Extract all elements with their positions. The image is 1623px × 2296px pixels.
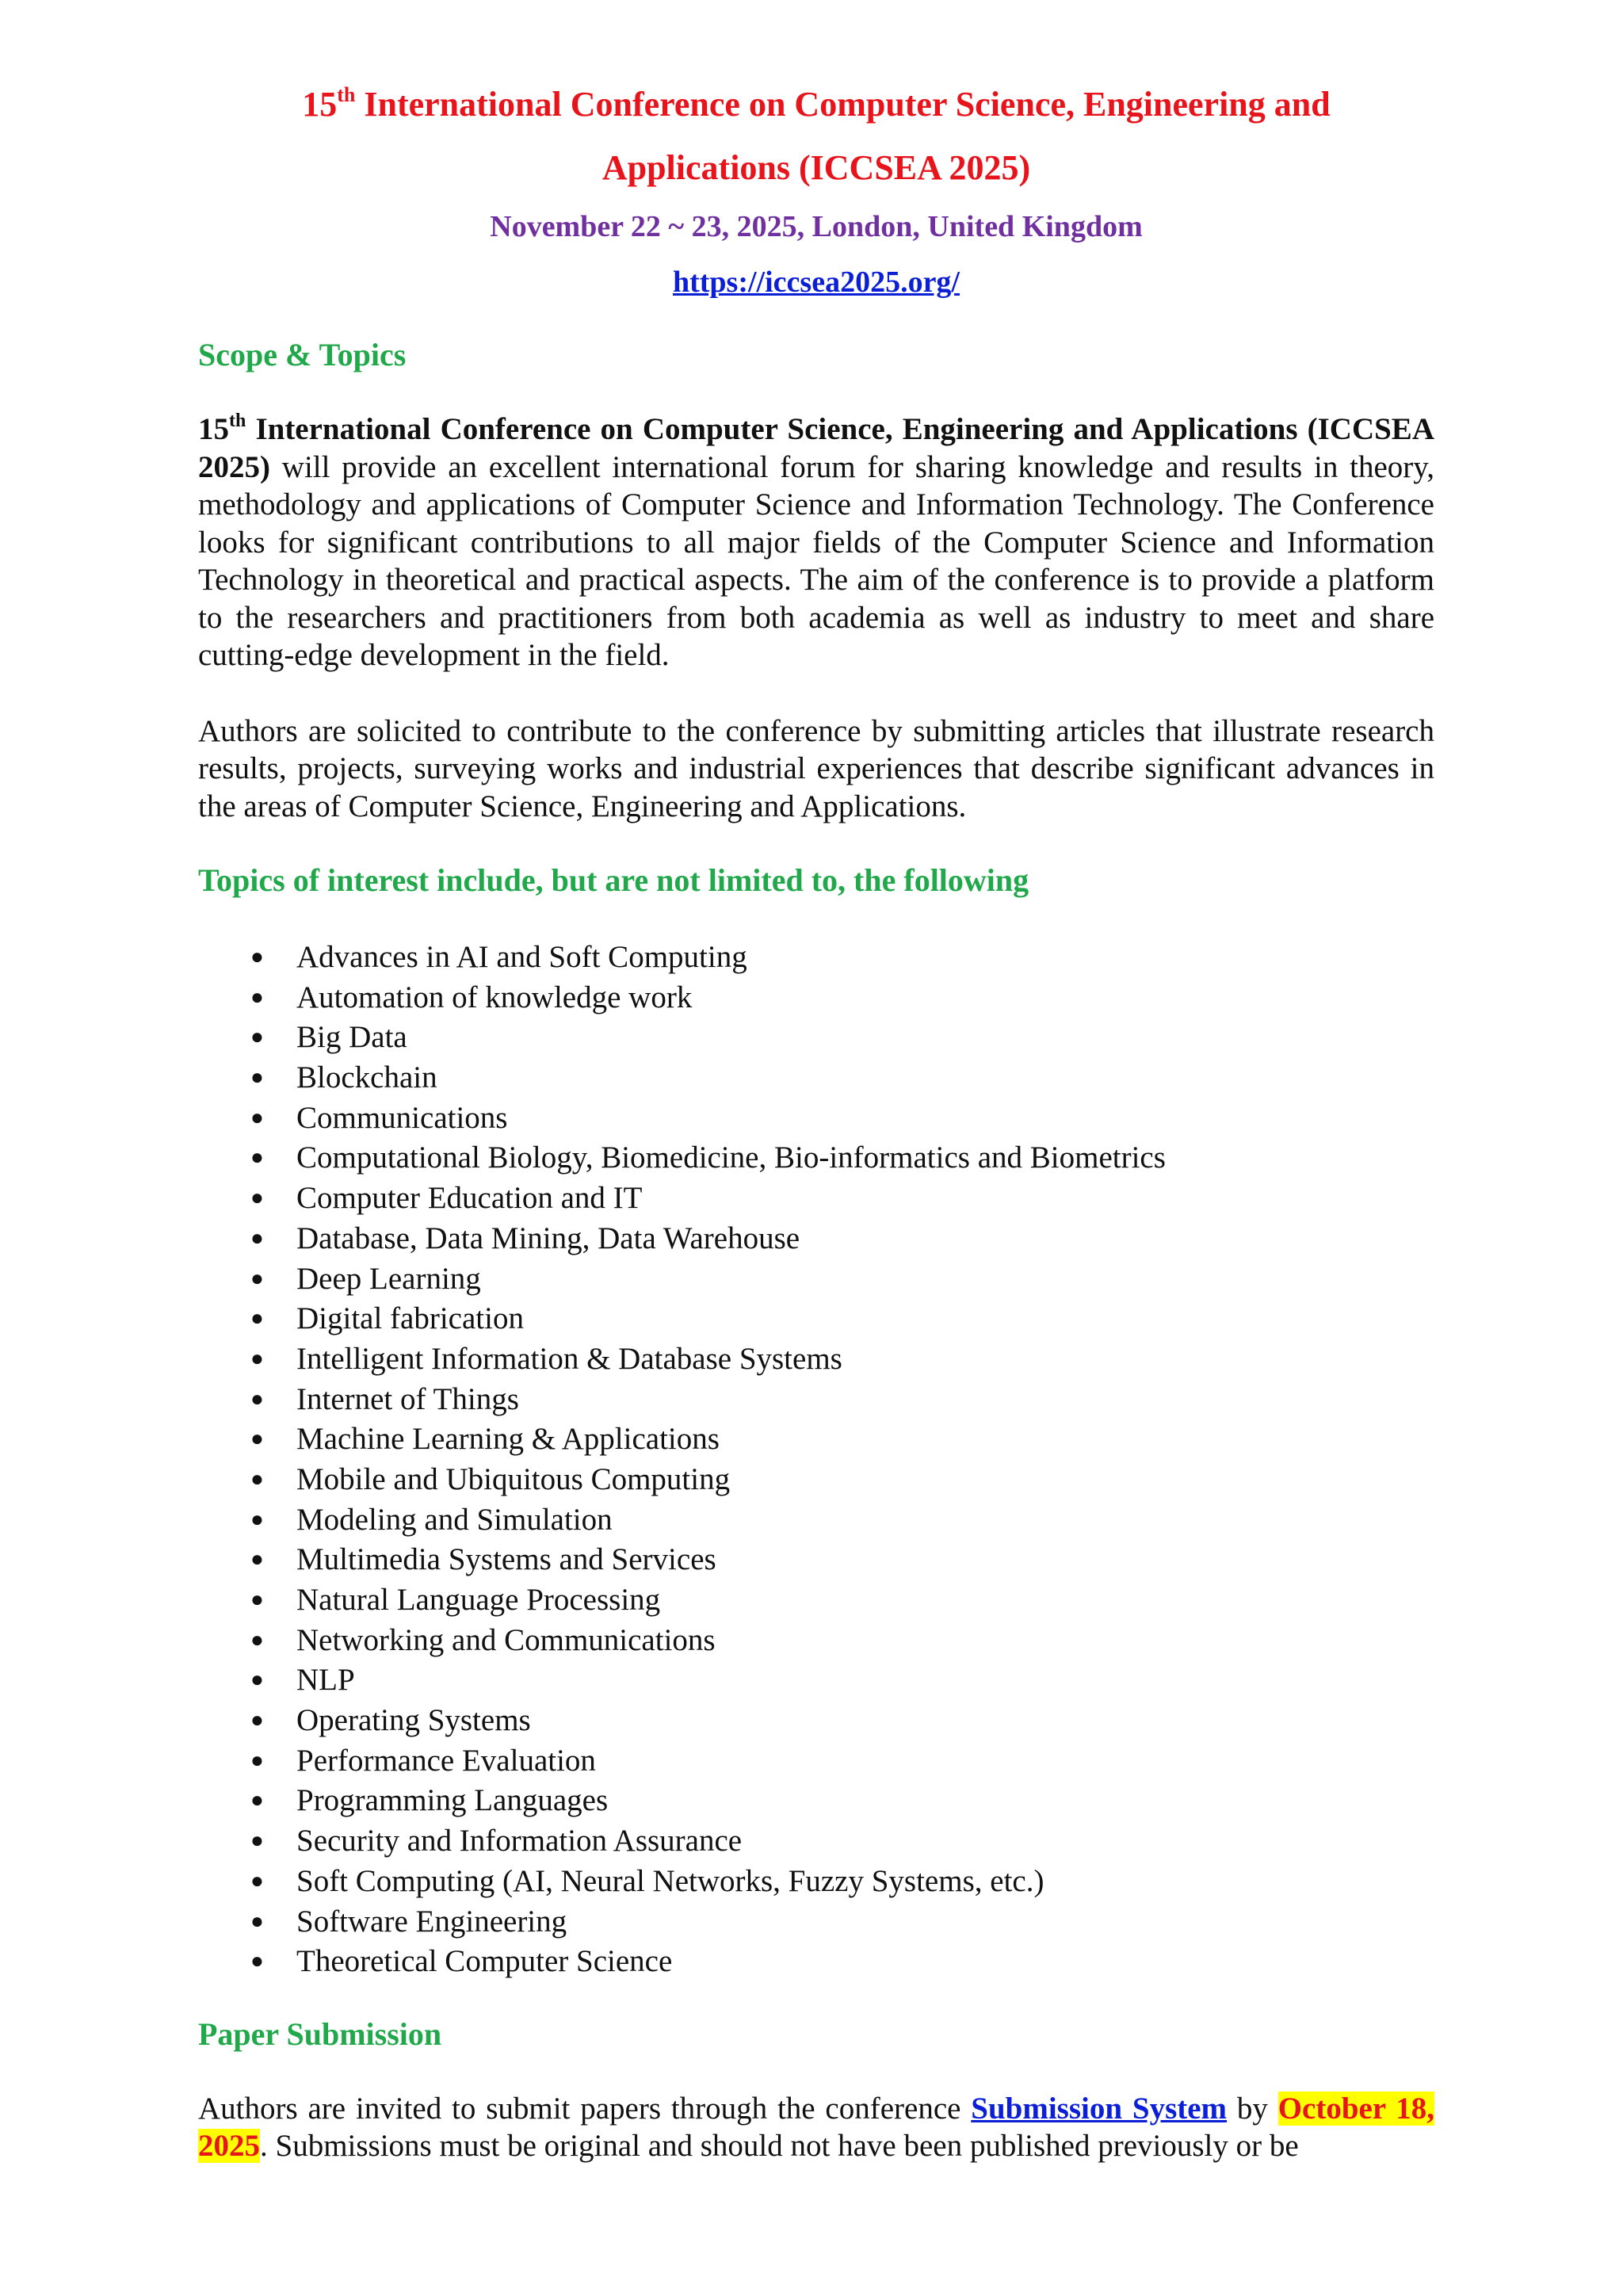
topic-label: Blockchain [296,1060,437,1095]
conference-url [198,265,1434,300]
topic-label: Advances in AI and Soft Computing [296,940,747,974]
bullet-icon: ● [250,1386,264,1412]
bullet-icon: ● [250,1507,264,1532]
topic-list-item [198,1018,1434,1058]
topic-label: Deep Learning [296,1261,481,1296]
bullet-icon: ● [250,1748,264,1773]
bullet-icon: ● [250,1025,264,1050]
bullet-icon: ● [250,1547,264,1572]
submission-paragraph [198,2090,1434,2165]
topics-list [198,938,1434,1982]
scope-ordinal-number: 15 [198,412,229,446]
submission-text-end: . Submissions must be original and should not have been published previously or be [260,2129,1299,2164]
bullet-icon: ● [250,1266,264,1291]
submission-deadline: October 18, 2025 [198,2091,1434,2164]
topic-list-item [198,1821,1434,1862]
topic-label: Intelligent Information & Database Systems [296,1341,842,1376]
topic-label: Soft Computing (AI, Neural Networks, Fuzzy Systems, etc.) [296,1863,1044,1898]
topic-label: NLP [296,1663,355,1698]
bullet-icon: ● [250,1145,264,1171]
topic-label: Modeling and Simulation [296,1502,613,1537]
topic-list-item [198,1862,1434,1902]
topic-list-item [198,1419,1434,1460]
bullet-icon: ● [250,1427,264,1452]
submission-system-link[interactable]: Submission System [971,2091,1228,2126]
topic-list-item [198,1380,1434,1420]
topic-label: Machine Learning & Applications [296,1422,720,1457]
topic-label: Operating Systems [296,1703,531,1738]
bullet-icon: ● [250,1306,264,1331]
bullet-icon: ● [250,1949,264,1974]
scope-ordinal-suffix: th [229,411,246,431]
title-ordinal-number: 15 [302,85,338,124]
topic-label: Mobile and Ubiquitous Computing [296,1461,731,1496]
bullet-icon: ● [250,1065,264,1091]
scope-paragraph-1 [198,411,1434,674]
topic-list-item [198,1219,1434,1259]
topic-label: Multimedia Systems and Services [296,1542,716,1577]
topic-list-item [198,1460,1434,1500]
conference-dates-location: November 22 ~ 23, 2025, London, United Kingdom [490,210,1143,243]
bullet-icon: ● [250,945,264,969]
bullet-icon: ● [250,1788,264,1813]
topic-list-item [198,1621,1434,1661]
topic-label: Programming Languages [296,1783,609,1818]
conference-website-link[interactable]: https://iccsea2025.org/ [672,266,960,299]
bullet-icon: ● [250,1868,264,1893]
topic-list-item [198,1098,1434,1139]
submission-text-start: Authors are invited to submit papers through the conference [198,2091,972,2126]
topic-list-item [198,1701,1434,1741]
topic-list-item [198,1902,1434,1943]
topic-list-item [198,1741,1434,1782]
bullet-icon: ● [250,984,264,1010]
bullet-icon: ● [250,1708,264,1733]
topic-list-item [198,1580,1434,1621]
bullet-icon: ● [250,1828,264,1854]
bullet-icon: ● [250,1105,264,1130]
topic-label: Computational Biology, Biomedicine, Bio-informatics and Biometrics [296,1140,1166,1175]
title-ordinal-suffix: th [337,83,356,106]
topic-label: Database, Data Mining, Data Warehouse [296,1221,800,1255]
topic-list-item [198,1138,1434,1179]
topic-label: Theoretical Computer Science [296,1944,673,1979]
topic-label: Natural Language Processing [296,1583,661,1617]
bullet-icon: ● [250,1186,264,1211]
bullet-icon: ● [250,1225,264,1251]
topic-label: Computer Education and IT [296,1181,643,1216]
bullet-icon: ● [250,1466,264,1492]
topic-label: Performance Evaluation [296,1743,596,1778]
bullet-icon: ● [250,1346,264,1371]
bullet-icon: ● [250,1908,264,1934]
bullet-icon: ● [250,1587,264,1612]
scope-paragraph-2: Authors are solicited to contribute to the conference by submitting articles that illustrate research results, projects, surveying works and industrial experiences that describe significant advances in the areas of Computer Science, Engineering and Applications. [198,713,1434,823]
scope-conference-title: International Conference on Computer Science, Engineering and Applications (ICCSEA 2025) [198,412,1434,484]
conference-title-line2: Applications (ICCSEA 2025) [601,148,1031,187]
topic-list-item [198,1179,1434,1219]
bullet-icon: ● [250,1668,264,1693]
topic-label: Networking and Communications [296,1622,716,1657]
topic-label: Security and Information Assurance [296,1824,743,1859]
topic-list-item [198,938,1434,978]
topic-label: Digital fabrication [296,1301,524,1336]
submission-text-by: by [1227,2091,1278,2126]
scope-heading: Scope & Topics [198,337,407,372]
topic-label: Big Data [296,1020,407,1055]
topic-label: Internet of Things [296,1381,519,1416]
bullet-icon: ● [250,1627,264,1652]
document-page [198,83,1434,2165]
scope-paragraph-1-text: will provide an excellent international forum for sharing knowledge and results in theory, methodology and applications of Computer Science and Information Technology. The Conference looks for significant contributions to all major fields of the Computer Science and Information Technology in theoretical and practical aspects. The aim of the conference is to provide a platform to the researchers and practitioners from both academia as well as industry to meet and share cutting-edge development in the field. [198,449,1434,672]
conference-title [198,83,1434,124]
paper-submission-heading: Paper Submission [198,2015,442,2052]
topic-list-item [198,1299,1434,1339]
topic-label: Automation of knowledge work [296,980,693,1014]
topic-list-item [198,1942,1434,1982]
topic-list-item [198,1058,1434,1098]
topic-label: Software Engineering [296,1904,567,1939]
topics-heading: Topics of interest include, but are not limited to, the following [198,862,1029,898]
topic-label: Communications [296,1100,508,1135]
topic-list-item [198,1540,1434,1580]
topic-list-item [198,978,1434,1018]
topic-list-item [198,1781,1434,1821]
topic-list-item [198,1500,1434,1541]
title-line1: International Conference on Computer Science, Engineering and [355,85,1331,124]
topic-list-item [198,1259,1434,1300]
topic-list-item [198,1660,1434,1701]
topic-list-item [198,1339,1434,1380]
